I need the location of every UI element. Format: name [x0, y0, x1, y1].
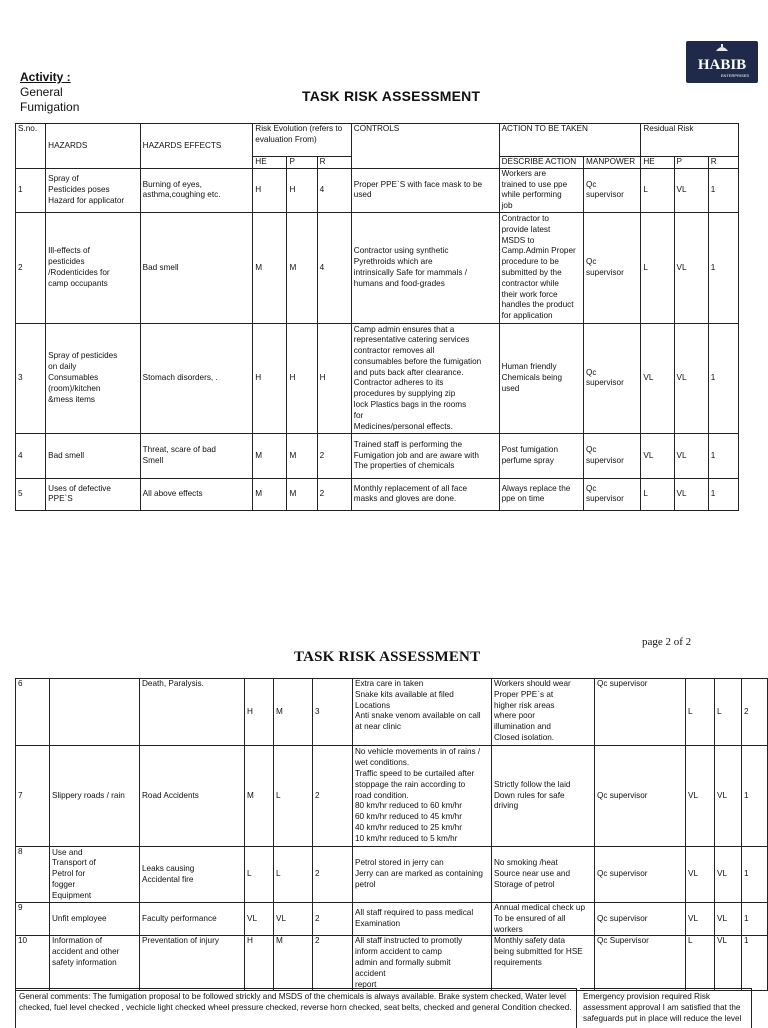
action-cell-line: Proper PPE`s at	[494, 689, 554, 699]
effect-cell-line: Accidental fire	[142, 874, 194, 884]
effect-cell-line: Faculty performance	[142, 913, 217, 923]
controls-cell-line: contractor removes all	[353, 346, 435, 356]
risk-p: H	[287, 323, 317, 433]
effect-cell-line: Stomach disorders, .	[142, 373, 218, 383]
manpower-cell	[595, 679, 686, 746]
risk-p: VL	[274, 903, 313, 936]
manpower-cell	[584, 323, 641, 433]
controls-cell-line: No vehicle movements in of rains /	[355, 747, 481, 757]
residual-p: VL	[674, 212, 708, 323]
manpower-cell-line: Qc supervisor	[597, 869, 648, 879]
row-number: 3	[16, 323, 46, 433]
action-cell-line: their work force	[501, 289, 558, 299]
header-action: ACTION TO BE TAKEN	[499, 124, 641, 157]
hazard-cell-line: Equipment	[52, 890, 92, 900]
controls-cell-line: Medicines/personal effects.	[353, 421, 453, 431]
controls-cell-line: road condition.	[355, 790, 409, 800]
header-he: HE	[253, 157, 287, 169]
effect-cell-line: Burning of eyes,	[142, 179, 202, 189]
action-cell	[499, 478, 583, 510]
residual-he: VL	[641, 323, 674, 433]
table-row	[16, 936, 768, 991]
header-controls: CONTROLS	[351, 124, 499, 169]
hazard-cell-line: &mess items	[48, 394, 96, 404]
risk-he: M	[253, 478, 287, 510]
residual-r: 1	[742, 746, 768, 847]
manpower-cell-line: Qc	[586, 179, 597, 189]
effect-cell	[140, 936, 245, 991]
action-cell-line: Human friendly	[501, 362, 557, 372]
controls-cell-line: Fumigation job and are aware with	[353, 450, 479, 460]
hazard-cell-line: Slippery roads / rain	[52, 790, 125, 800]
controls-cell-line: Proper PPE`S with face mask to be	[353, 179, 483, 189]
risk-r: 4	[317, 212, 351, 323]
controls-cell-line: representative catering services	[353, 335, 470, 345]
risk-he: M	[253, 212, 287, 323]
hazard-cell-line: pesticides	[48, 257, 85, 267]
general-comments: General comments: The fumigation proposal to be followed strickly and MSDS of the chemicals is always available. Brake system checked, Water level checked, fuel level checked , vechicle light checked wheel pressure checked, reverse horn checked, seat belts, checked and general Condition checked.	[15, 988, 577, 1028]
hazard-cell-line: accident and other	[52, 947, 120, 957]
controls-cell-line: Contractor using synthetic	[353, 246, 449, 256]
effect-cell-line: Bad smell	[142, 262, 179, 272]
manpower-cell-line: supervisor	[586, 190, 624, 200]
hazard-cell	[50, 679, 140, 746]
residual-r: 1	[708, 212, 738, 323]
table-row	[16, 903, 768, 936]
residual-r: 1	[708, 433, 738, 478]
controls-cell	[351, 433, 499, 478]
manpower-cell	[595, 936, 686, 991]
manpower-cell-line: Qc	[586, 257, 597, 267]
table-row	[16, 212, 739, 323]
controls-cell	[353, 936, 492, 991]
manpower-cell	[595, 847, 686, 903]
action-cell	[499, 433, 583, 478]
hazard-cell-line: Spray of	[48, 174, 79, 184]
residual-p: VL	[674, 433, 708, 478]
hazard-cell	[50, 936, 140, 991]
row-number: 7	[16, 746, 50, 847]
emergency-provision: Emergency provision required Risk assessment approval I am satisfied that the safeguards put in place will reduce the level	[580, 988, 752, 1028]
row-number: 1	[16, 168, 46, 212]
action-cell-line: Storage of petrol	[494, 879, 555, 889]
header-p: P	[287, 157, 317, 169]
action-cell-line: Chemicals being	[501, 373, 563, 383]
controls-cell-line: intrinsically Safe for mammals /	[353, 267, 468, 277]
effect-cell	[140, 679, 245, 746]
effect-cell	[140, 478, 253, 510]
controls-cell-line: Anti snake venom available on call	[355, 711, 481, 721]
action-cell-line: used	[501, 383, 520, 393]
header-residual-p: P	[674, 157, 708, 169]
action-cell-line: Post fumigation	[501, 445, 559, 455]
controls-cell-line: Contractor adheres to its	[353, 378, 444, 388]
hazard-cell-line: Consumables	[48, 373, 99, 383]
hazard-cell	[50, 903, 140, 936]
company-logo	[686, 41, 758, 83]
controls-cell-line: and puts back after clearance.	[353, 367, 464, 377]
manpower-cell-line: Qc supervisor	[597, 790, 648, 800]
residual-he: L	[641, 478, 674, 510]
hazard-cell	[46, 168, 141, 212]
action-cell-line: Source near use and	[494, 869, 571, 879]
action-cell-line: where poor	[494, 711, 535, 721]
residual-r: 1	[708, 323, 738, 433]
controls-cell-line: 10 km/hr reduced to 5 km/hr	[355, 833, 458, 843]
controls-cell-line: Petrol stored in jerry can	[355, 858, 444, 868]
action-cell-line: provide latest	[501, 224, 551, 234]
effect-cell-line: All above effects	[142, 489, 203, 499]
effect-cell-line: Leaks causing	[142, 863, 195, 873]
logo-text: HABIB	[697, 57, 747, 73]
residual-he: VL	[641, 433, 674, 478]
manpower-cell-line: supervisor	[586, 494, 624, 504]
risk-p: M	[287, 433, 317, 478]
risk-r: 2	[313, 847, 353, 903]
row-number: 6	[16, 679, 50, 746]
header-risk-evolution: Risk Evolution (refers to evaluation From)	[253, 124, 352, 157]
header-residual-r: R	[708, 157, 738, 169]
row-number: 2	[16, 212, 46, 323]
risk-p: H	[287, 168, 317, 212]
effect-cell	[140, 323, 253, 433]
hazard-cell-line: /Rodenticides for	[48, 267, 110, 277]
residual-r: 1	[708, 478, 738, 510]
residual-p: VL	[715, 746, 742, 847]
hazard-cell-line: Unfit employee	[52, 913, 107, 923]
action-cell-line: procedure to be	[501, 257, 559, 267]
action-cell-line: contractor while	[501, 278, 559, 288]
risk-table-page-2	[15, 678, 768, 991]
header-manpower: MANPOWER	[584, 157, 641, 169]
action-cell-line: illumination and	[494, 722, 551, 732]
residual-he: VL	[686, 903, 715, 936]
residual-p: VL	[674, 168, 708, 212]
hazard-cell	[50, 847, 140, 903]
controls-cell	[351, 168, 499, 212]
header-sno: S.no.	[16, 124, 46, 169]
residual-p: VL	[674, 478, 708, 510]
activity-block	[20, 70, 79, 115]
manpower-cell-line: Qc supervisor	[597, 679, 648, 688]
manpower-cell-line: Qc supervisor	[597, 913, 648, 923]
action-cell-line: No smoking /heat	[494, 858, 558, 868]
manpower-cell	[584, 433, 641, 478]
controls-cell-line: at near clinic	[355, 722, 401, 732]
hazard-cell-line: PPE`S	[48, 494, 73, 504]
residual-r: 2	[742, 679, 768, 746]
controls-cell	[353, 847, 492, 903]
manpower-cell-line: Qc	[586, 483, 597, 493]
manpower-cell-line: Qc	[586, 367, 597, 377]
action-cell-line: handles the product	[501, 300, 574, 310]
residual-he: L	[686, 679, 715, 746]
action-cell-line: perfume spray	[501, 455, 554, 465]
table-row	[16, 679, 768, 746]
controls-cell	[351, 212, 499, 323]
risk-table-page-1	[15, 123, 739, 511]
risk-r: H	[317, 323, 351, 433]
action-cell-line: requirements	[494, 957, 542, 967]
activity-line-1: General	[20, 85, 63, 99]
risk-he: VL	[245, 903, 274, 936]
action-cell-line: Annual medical check up	[494, 903, 586, 912]
page-title: TASK RISK ASSESSMENT	[302, 88, 481, 104]
effect-cell-line: Road Accidents	[142, 790, 199, 800]
hazard-cell-line: safety information	[52, 957, 117, 967]
row-number: 8	[16, 847, 50, 903]
risk-p: M	[287, 212, 317, 323]
effect-cell-line: Death, Paralysis.	[142, 679, 204, 688]
controls-cell	[353, 679, 492, 746]
residual-r: 1	[742, 847, 768, 903]
table-row	[16, 847, 768, 903]
controls-cell-line: used	[353, 190, 372, 200]
residual-p: VL	[674, 323, 708, 433]
risk-p: L	[274, 847, 313, 903]
action-cell-line: Down rules for safe	[494, 790, 565, 800]
controls-cell-line: admin and formally submit	[355, 957, 451, 967]
manpower-cell-line: supervisor	[586, 455, 624, 465]
effect-cell	[140, 746, 245, 847]
action-cell-line: MSDS to	[501, 235, 535, 245]
hazard-cell	[46, 433, 141, 478]
hazard-cell	[50, 746, 140, 847]
controls-cell-line: Examination	[355, 919, 401, 929]
risk-he: H	[245, 936, 274, 991]
action-cell-line: higher risk areas	[494, 700, 555, 710]
residual-p: VL	[715, 903, 742, 936]
residual-r: 1	[708, 168, 738, 212]
controls-cell-line: 80 km/hr reduced to 60 km/hr	[355, 801, 462, 811]
action-cell-line: Contractor to	[501, 214, 549, 223]
residual-r: 1	[742, 936, 768, 991]
controls-cell-line: inform accident to camp	[355, 947, 442, 957]
action-cell-line: for application	[501, 311, 553, 321]
action-cell-line: Always replace the	[501, 483, 571, 493]
table-row	[16, 478, 739, 510]
manpower-cell-line: Qc Supervisor	[597, 936, 649, 946]
table-row	[16, 433, 739, 478]
effect-cell	[140, 433, 253, 478]
effect-cell-line: Threat, scare of bad	[142, 445, 216, 455]
hazard-cell	[46, 212, 141, 323]
hazard-cell-line: fogger	[52, 879, 76, 889]
manpower-cell-line: supervisor	[586, 378, 624, 388]
manpower-cell	[584, 168, 641, 212]
controls-cell	[351, 323, 499, 433]
action-cell-line: while performing	[501, 190, 562, 200]
effect-cell	[140, 168, 253, 212]
controls-cell-line: consumables before the fumigation	[353, 356, 482, 366]
controls-cell-line: stoppage the rain according to	[355, 779, 466, 789]
controls-cell	[351, 478, 499, 510]
risk-p: M	[287, 478, 317, 510]
hazard-cell-line: (room)/kitchen	[48, 383, 101, 393]
risk-he: M	[253, 433, 287, 478]
effect-cell	[140, 212, 253, 323]
controls-cell-line: wet conditions.	[355, 758, 410, 768]
controls-cell-line: Camp admin ensures that a	[353, 324, 455, 334]
hazard-cell-line: Hazard for applicator	[48, 195, 125, 205]
controls-cell-line: The properties of chemicals	[353, 461, 455, 471]
hazard-cell-line: Bad smell	[48, 450, 85, 460]
header-residual-risk: Residual Risk	[641, 124, 739, 157]
activity-line-2: Fumigation	[20, 100, 80, 114]
manpower-cell-line: Qc	[586, 445, 597, 455]
residual-he: L	[686, 936, 715, 991]
action-cell	[492, 903, 595, 936]
action-cell-line: Workers are	[501, 168, 547, 178]
action-cell	[492, 936, 595, 991]
header-effects: HAZARDS EFFECTS	[140, 124, 253, 169]
action-cell-line: Closed isolation.	[494, 732, 555, 742]
table-row	[16, 168, 739, 212]
effect-cell	[140, 903, 245, 936]
controls-cell	[353, 903, 492, 936]
hazard-cell	[46, 323, 141, 433]
residual-r: 1	[742, 903, 768, 936]
header-hazards: HAZARDS	[46, 124, 141, 169]
residual-he: L	[641, 168, 674, 212]
hazard-cell-line: camp occupants	[48, 278, 108, 288]
controls-cell-line: Traffic speed to be curtailed after	[355, 769, 475, 778]
manpower-cell	[595, 903, 686, 936]
row-number: 5	[16, 478, 46, 510]
header-r: R	[317, 157, 351, 169]
action-cell-line: Camp.Admin Proper	[501, 246, 576, 256]
hazard-cell-line: Use and	[52, 847, 83, 857]
controls-cell	[353, 746, 492, 847]
residual-he: VL	[686, 847, 715, 903]
action-cell-line: driving	[494, 801, 519, 811]
action-cell-line: Strictly follow the laid	[494, 779, 571, 789]
header-describe-action: DESCRIBE ACTION	[499, 157, 583, 169]
row-number: 4	[16, 433, 46, 478]
risk-he: M	[245, 746, 274, 847]
controls-cell-line: All staff instructed to promotly	[355, 936, 463, 946]
action-cell-line: trained to use ppe	[501, 179, 568, 189]
residual-p: VL	[715, 936, 742, 991]
residual-p: L	[715, 679, 742, 746]
effect-cell-line: asthma,coughing etc.	[142, 190, 221, 200]
hazard-cell-line: Information of	[52, 936, 103, 946]
hazard-cell-line: Spray of pesticides	[48, 351, 118, 361]
table-row	[16, 323, 739, 433]
controls-cell-line: Jerry can are marked as containing	[355, 869, 483, 879]
controls-cell-line: masks and gloves are done.	[353, 494, 457, 504]
hazard-cell-line: Petrol for	[52, 869, 86, 879]
effect-cell-line: Smell	[142, 455, 164, 465]
residual-he: L	[641, 212, 674, 323]
action-cell-line: being submitted for HSE	[494, 947, 583, 957]
risk-he: H	[253, 323, 287, 433]
hazard-cell-line: Pesticides poses	[48, 184, 110, 194]
controls-cell-line: accident	[355, 968, 386, 978]
risk-r: 4	[317, 168, 351, 212]
action-cell-line: Workers should wear	[494, 679, 571, 688]
risk-r: 2	[313, 903, 353, 936]
hazard-cell-line: on daily	[48, 362, 77, 372]
controls-cell-line: lock Plastics bags in the rooms	[353, 400, 467, 410]
action-cell	[492, 847, 595, 903]
controls-cell-line: petrol	[355, 879, 376, 889]
action-cell	[499, 323, 583, 433]
hazard-cell	[46, 478, 141, 510]
controls-cell-line: humans and food-grades	[353, 278, 445, 288]
controls-cell-line: Locations	[355, 700, 391, 710]
controls-cell-line: report	[355, 979, 377, 989]
action-cell	[492, 679, 595, 746]
controls-cell-line: 60 km/hr reduced to 45 km/hr	[355, 812, 462, 822]
action-cell	[499, 168, 583, 212]
action-cell-line: submitted by the	[501, 267, 562, 277]
page-2-title: TASK RISK ASSESSMENT	[294, 649, 481, 665]
effect-cell	[140, 847, 245, 903]
action-cell-line: workers	[494, 924, 523, 934]
risk-r: 3	[313, 679, 353, 746]
controls-cell-line: All staff required to pass medical	[355, 908, 474, 918]
action-cell-line: ppe on time	[501, 494, 545, 504]
activity-label: Activity :	[20, 70, 71, 84]
manpower-cell	[584, 478, 641, 510]
risk-p: M	[274, 936, 313, 991]
risk-he: H	[253, 168, 287, 212]
risk-r: 2	[317, 433, 351, 478]
action-cell-line: job	[501, 201, 513, 211]
effect-cell-line: Preventation of injury	[142, 936, 219, 946]
logo-subtext: ENTERPRISES	[720, 73, 750, 78]
action-cell-line: To be ensured of all	[494, 913, 566, 923]
header-residual-he: HE	[641, 157, 674, 169]
manpower-cell	[584, 212, 641, 323]
controls-cell-line: Trained staff is performing the	[353, 439, 463, 449]
risk-r: 2	[313, 936, 353, 991]
risk-p: M	[274, 679, 313, 746]
hazard-cell-line: Transport of	[52, 858, 96, 868]
controls-cell-line: procedures by supplying zip	[353, 389, 456, 399]
risk-he: H	[245, 679, 274, 746]
controls-cell-line: Monthly replacement of all face	[353, 483, 468, 493]
row-number: 9	[16, 903, 50, 936]
row-number: 10	[16, 936, 50, 991]
controls-cell-line: Pyrethroids which are	[353, 257, 433, 267]
risk-r: 2	[313, 746, 353, 847]
controls-cell-line: Snake kits available at filed	[355, 689, 454, 699]
action-cell	[492, 746, 595, 847]
table-row	[16, 746, 768, 847]
action-cell-line: Monthly safety data	[494, 936, 565, 946]
controls-cell-line: 40 km/hr reduced to 25 km/hr	[355, 822, 462, 832]
residual-p: VL	[715, 847, 742, 903]
page-number: page 2 of 2	[642, 636, 692, 648]
controls-cell-line: for	[353, 410, 364, 420]
risk-he: L	[245, 847, 274, 903]
risk-p: L	[274, 746, 313, 847]
controls-cell-line: Extra care in taken	[355, 679, 424, 688]
manpower-cell	[595, 746, 686, 847]
risk-r: 2	[317, 478, 351, 510]
action-cell	[499, 212, 583, 323]
hazard-cell-line: Ill-effects of	[48, 246, 90, 256]
residual-he: VL	[686, 746, 715, 847]
hazard-cell-line: Uses of defective	[48, 483, 111, 493]
manpower-cell-line: supervisor	[586, 267, 624, 277]
